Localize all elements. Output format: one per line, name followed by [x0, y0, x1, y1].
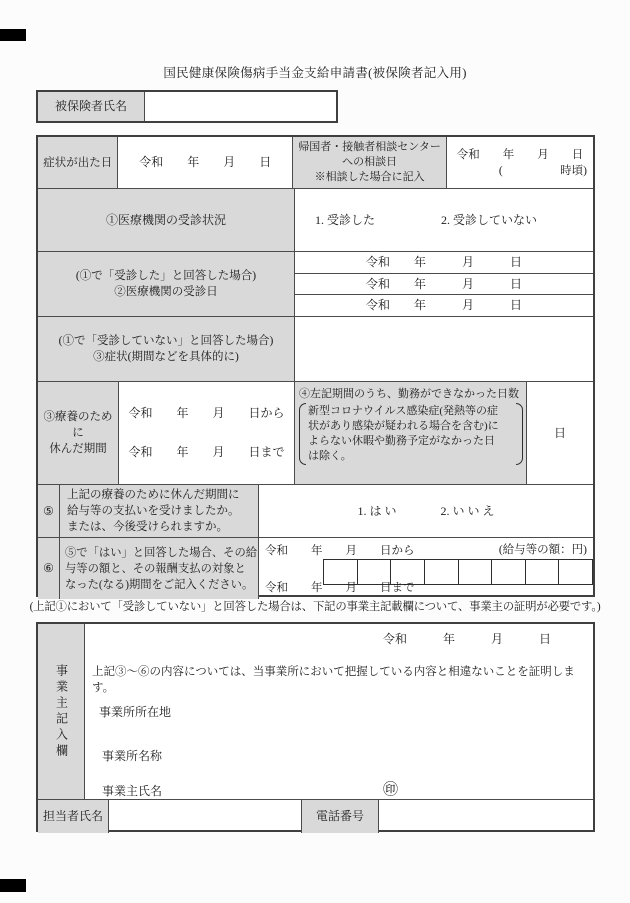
consult-date-field[interactable]: 令和 年 月 日 ( 時頃) — [456, 148, 587, 177]
amount-digit-box[interactable] — [492, 560, 526, 584]
q4-clause: ④左記期間のうち、勤務ができなかった日数 新型コロナウイルス感染症(発熱等の症 状があり感染が疑われる場合を含む)に よらない休暇や勤務予定がなかった日 は除く。 — [295, 382, 527, 484]
phone-field[interactable] — [379, 800, 593, 833]
scan-mark-bottom — [0, 879, 26, 892]
q6-to-field[interactable]: 令和 年 月 日まで — [265, 582, 415, 594]
q6-fields — [259, 538, 593, 599]
employer-entry-area — [85, 624, 593, 799]
scan-mark-top — [0, 29, 26, 41]
q6-amount-label: (給与等の額：円) — [498, 544, 587, 556]
row-visit-dates — [38, 252, 593, 317]
visit-date-field-1[interactable]: 令和 年 月 日 — [295, 252, 593, 274]
row-rest-period — [38, 382, 593, 485]
q5-label: 上記の療養のために休んだ期間に 給与等の支払いを受けましたか。 または、今後受けられますか。 — [60, 485, 259, 537]
seal-mark-icon: ㊞ — [383, 782, 399, 798]
visit-date-field-2[interactable]: 令和 年 月 日 — [295, 274, 593, 296]
q5-option-no[interactable]: 2. い い え — [440, 503, 495, 518]
insured-name-table — [36, 90, 338, 123]
employer-date-field[interactable]: 令和 年 月 日 — [382, 632, 551, 646]
contact-name-label: 担当者氏名 — [38, 800, 109, 833]
q1-label: ①医療機関の受診状況 — [38, 189, 295, 251]
amount-digit-box[interactable] — [459, 560, 493, 584]
employer-certification-note: (上記①において「受診していない」と回答した場合は、下記の事業主記載欄について、事業主の証明が必要です。) — [29, 601, 601, 613]
q5-options — [259, 485, 593, 537]
insured-name-label: 被保険者氏名 — [38, 92, 145, 121]
contact-name-field[interactable] — [109, 800, 302, 833]
rest-to-field[interactable]: 令和 年 月 日まで — [128, 445, 285, 459]
amount-digit-box[interactable] — [425, 560, 459, 584]
q6-from-field[interactable]: 令和 年 月 日から — [265, 545, 415, 557]
row-medical-visit-status — [38, 189, 593, 252]
visit-date-field-3[interactable]: 令和 年 月 日 — [365, 298, 522, 313]
onset-date-field[interactable]: 令和 年 月 日 — [118, 137, 293, 188]
consult-label: 帰国者・接触者相談センター への相談日 ※相談した場合に記入 — [293, 137, 447, 188]
office-name-label: 事業所名称 — [102, 749, 163, 763]
bracket-right — [516, 403, 523, 465]
bracket-left — [299, 403, 306, 465]
contact-row — [38, 800, 593, 833]
amount-digit-box[interactable] — [526, 560, 560, 584]
insured-name-field[interactable] — [145, 92, 336, 121]
owner-name-label: 事業主氏名 — [102, 784, 163, 798]
employer-section-label: 事業主記入欄 — [38, 624, 85, 799]
row-salary-question — [38, 485, 593, 538]
q1-option-2[interactable]: 2. 受診していない — [441, 212, 538, 227]
q2-dates — [295, 252, 593, 316]
rest-label: ③療養のため に 休んだ期間 — [38, 382, 119, 484]
rest-period-fields[interactable] — [119, 382, 295, 484]
q4-bracket: 新型コロナウイルス感染症(発熱等の症 状があり感染が疑われる場合を含む)に よらない休暇や勤務予定がなかった日 は除く。 — [299, 403, 523, 465]
employer-certify-text: 上記③～⑥の内容については、当事業所において把握している内容と相違ないことを証明します。 — [92, 666, 575, 694]
main-table — [36, 135, 595, 597]
q3-label: (①で「受診していない」と回答した場合) ③症状(期間などを具体的に) — [38, 317, 295, 381]
phone-label: 電話番号 — [302, 800, 379, 833]
q6-number: ⑥ — [38, 538, 60, 599]
q5-option-yes[interactable]: 1. は い — [357, 503, 397, 518]
q6-label: ⑤で「はい」と回答した場合、その給 与等の額と、その報酬支払の対象と なった(なる)期間をご記入ください。 — [60, 538, 259, 599]
q5-number: ⑤ — [38, 485, 60, 537]
row-salary-amount — [38, 538, 593, 599]
office-address-label: 事業所所在地 — [99, 705, 172, 719]
row-symptoms — [38, 317, 593, 382]
amount-digit-box[interactable] — [559, 560, 592, 584]
days-unable-field[interactable]: 日 — [553, 425, 566, 440]
symptoms-field[interactable] — [295, 317, 593, 381]
employer-table — [36, 622, 595, 832]
employer-entry-row — [38, 624, 593, 800]
onset-label: 症状が出た日 — [38, 137, 118, 188]
row-onset-date — [38, 137, 593, 189]
q1-option-1[interactable]: 1. 受診した — [315, 212, 376, 227]
q2-label: (①で「受診した」と回答した場合) ②医療機関の受診日 — [38, 252, 295, 316]
page-title: 国民健康保険傷病手当金支給申請書(被保険者記入用) — [163, 66, 467, 80]
q1-options — [295, 189, 593, 251]
rest-from-field[interactable]: 令和 年 月 日から — [128, 406, 285, 420]
